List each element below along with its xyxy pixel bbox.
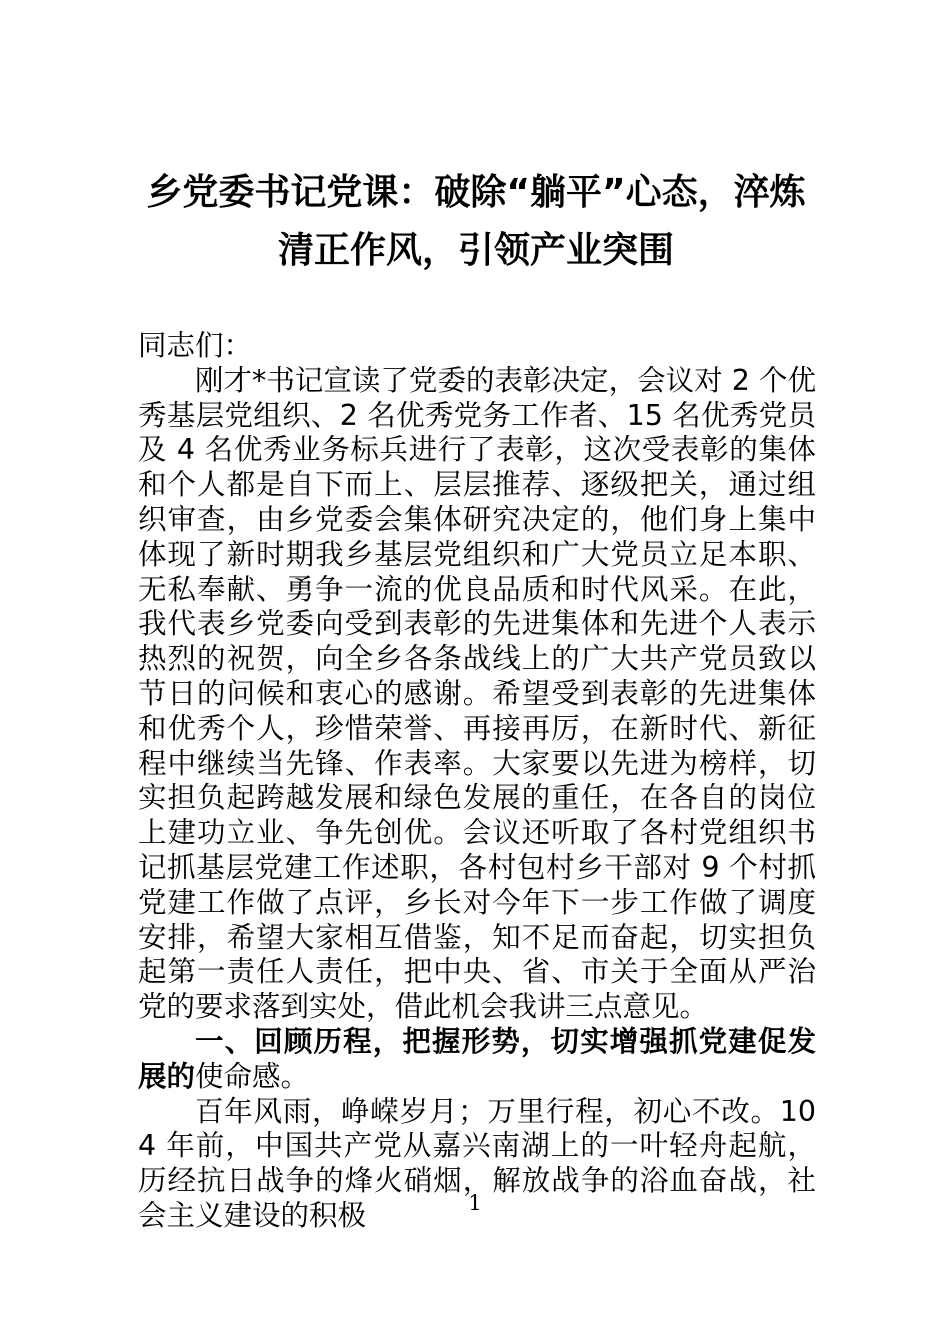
paragraph-section-heading-1 xyxy=(138,1025,816,1095)
paragraph-history: 百年风雨，峥嵘岁月；万里行程，初心不改。104 年前，中国共产党从嘉兴南湖上的一叶轻舟起航，历经抗日战争的烽火硝烟，解放战争的浴血奋战，社会主义建设的积极 xyxy=(138,1094,816,1232)
paragraph-opening: 刚才*书记宣读了党委的表彰决定，会议对 2 个优秀基层党组织、2 名优秀党务工作者、15 名优秀党员及 4 名优秀业务标兵进行了表彰，这次受表彰的集体和个人都是自下而上、层层推荐、逐级把关，通过组织审查，由乡党委会集体研究决定的，他们身上集中体现了新时期我乡基层党组织和广大党员立足本职、无私奉献、勇争一流的优良品质和时代风采。在此，我代表乡党委向受到表彰的先进集体和先进个人表示热烈的祝贺，向全乡各条战线上的广大共产党员致以节日的问候和衷心的感谢。希望受到表彰的先进集体和优秀个人，珍惜荣誉、再接再厉，在新时代、新征程中继续当先锋、作表率。大家要以先进为榜样，切实担负起跨越发展和绿色发展的重任，在各自的岗位上建功立业、争先创优。会议还听取了各村党组织书记抓基层党建工作述职，各村包村乡干部对 9 个村抓党建工作做了点评，乡长对今年下一步工作做了调度安排，希望大家相互借鉴，知不足而奋起，切实担负起第一责任人责任，把中央、省、市关于全面从严治党的要求落到实处，借此机会我讲三点意见。 xyxy=(138,363,816,1024)
paragraph-salutation: 同志们： xyxy=(138,329,253,362)
section-heading-plain-run: 使命感。 xyxy=(195,1059,310,1093)
document-body xyxy=(138,329,816,1234)
page-number: 1 xyxy=(468,1191,482,1215)
section-heading-bold-run: 一、回顾历程，把握形势，切实增强抓党建促发展的 xyxy=(138,1024,816,1093)
page-title: 乡党委书记党课：破除“躺平”心态，淬炼清正作风，引领产业突围 xyxy=(146,172,806,271)
